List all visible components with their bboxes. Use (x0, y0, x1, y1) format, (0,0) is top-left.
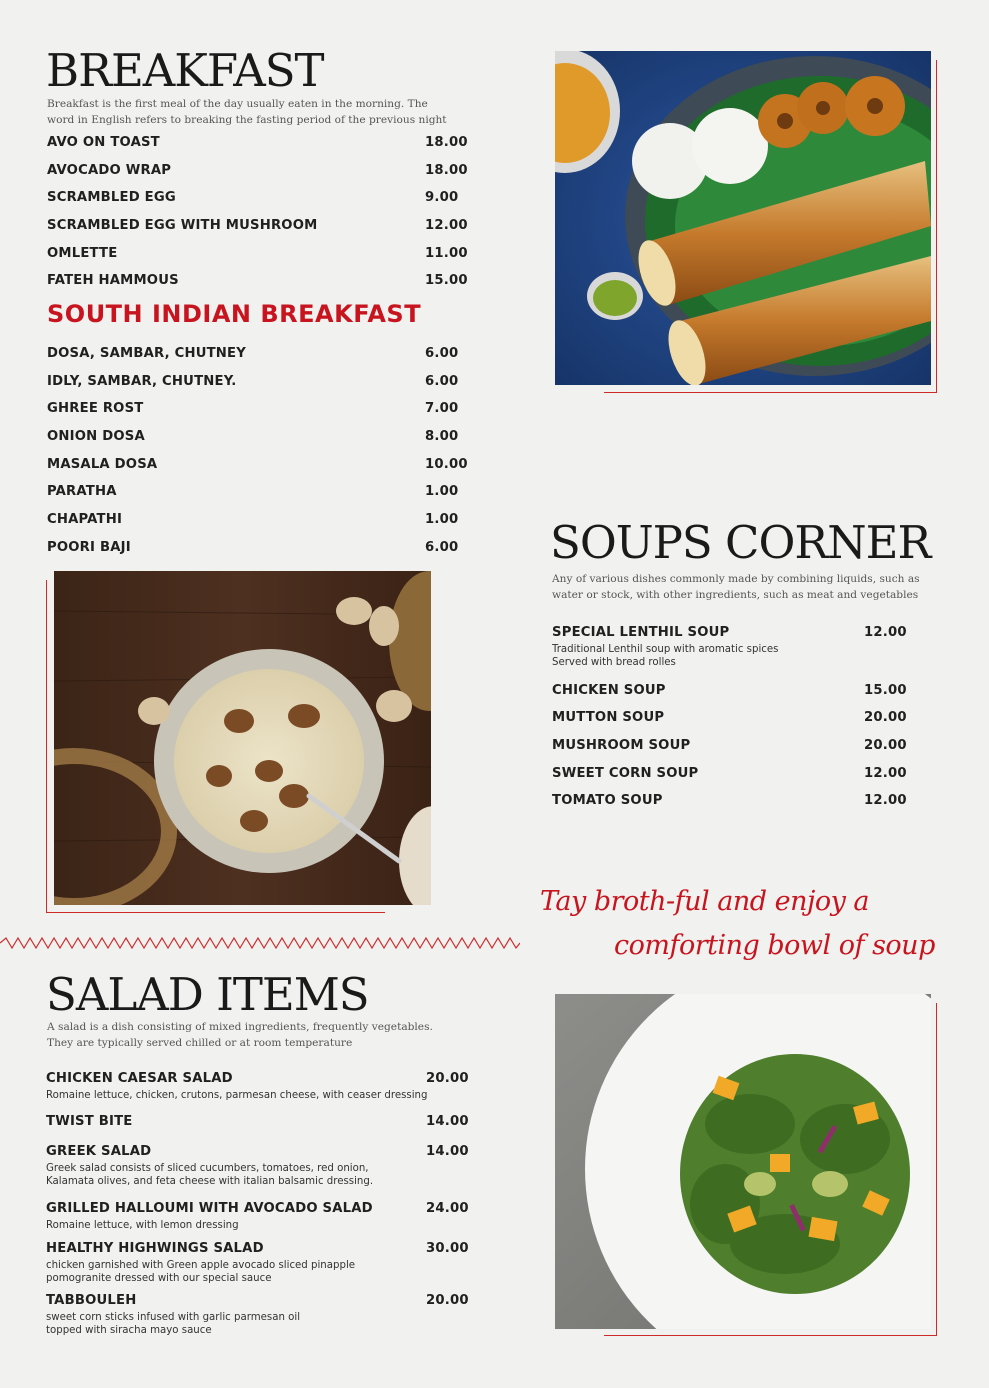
item-price: 14.00 (426, 1114, 469, 1129)
breakfast-title: BREAKFAST (46, 44, 324, 97)
item-price: 12.00 (864, 766, 907, 781)
item-description: sweet corn sticks infused with garlic parmesan oil (46, 1312, 301, 1323)
item-price: 8.00 (425, 429, 459, 444)
item-name: MUSHROOM SOUP (552, 738, 691, 753)
item-name: GHREE ROST (47, 401, 144, 416)
item-name: PARATHA (47, 484, 117, 499)
item-description: pomogranite dressed with our special sauce (46, 1273, 272, 1284)
south-indian-title: SOUTH INDIAN BREAKFAST (47, 300, 422, 328)
item-description: Traditional Lenthil soup with aromatic spices (552, 644, 779, 655)
item-name: CHICKEN CAESAR SALAD (46, 1071, 233, 1086)
item-description: Romaine lettuce, with lemon dressing (46, 1220, 239, 1231)
item-price: 20.00 (426, 1293, 469, 1308)
soup-tagline-line2: comforting bowl of soup (614, 930, 935, 961)
item-name: MUTTON SOUP (552, 710, 665, 725)
item-name: TABBOULEH (46, 1293, 137, 1308)
mushroom-soup-photo (54, 571, 431, 905)
item-price: 6.00 (425, 346, 459, 361)
item-price: 15.00 (425, 273, 468, 288)
item-name: AVOCADO WRAP (47, 163, 172, 178)
item-name: HEALTHY HIGHWINGS SALAD (46, 1241, 264, 1256)
item-name: SCRAMBLED EGG WITH MUSHROOM (47, 218, 318, 233)
dosa-photo (555, 51, 931, 385)
item-name: TOMATO SOUP (552, 793, 663, 808)
soups-description: Any of various dishes commonly made by combining liquids, such as water or stock, with other ingredients, such as meat and vegetables (552, 573, 920, 601)
item-description: Greek salad consists of sliced cucumbers, tomatoes, red onion, (46, 1163, 369, 1174)
item-price: 6.00 (425, 540, 459, 555)
item-price: 7.00 (425, 401, 459, 416)
item-name: ONION DOSA (47, 429, 145, 444)
item-name: SCRAMBLED EGG (47, 190, 176, 205)
item-description: Romaine lettuce, chicken, crutons, parmesan cheese, with ceaser dressing (46, 1090, 428, 1101)
item-description: chicken garnished with Green apple avocado sliced pinapple (46, 1260, 356, 1271)
mushroom-soup-illustration (54, 571, 431, 905)
item-name: SPECIAL LENTHIL SOUP (552, 625, 730, 640)
item-price: 18.00 (425, 163, 468, 178)
item-price: 6.00 (425, 374, 459, 389)
item-price: 14.00 (426, 1144, 469, 1159)
item-price: 20.00 (426, 1071, 469, 1086)
soup-tagline-line1: Tay broth-ful and enjoy a (540, 886, 870, 917)
item-price: 9.00 (425, 190, 459, 205)
item-name: CHICKEN SOUP (552, 683, 666, 698)
item-price: 11.00 (425, 246, 468, 261)
item-name: GREEK SALAD (46, 1144, 152, 1159)
item-price: 12.00 (864, 625, 907, 640)
item-price: 20.00 (864, 738, 907, 753)
item-name: GRILLED HALLOUMI WITH AVOCADO SALAD (46, 1201, 373, 1216)
item-price: 12.00 (425, 218, 468, 233)
item-name: CHAPATHI (47, 512, 123, 527)
breakfast-description: Breakfast is the first meal of the day usually eaten in the morning. The word in English refers to breaking the fasting period of the previous night (47, 98, 447, 126)
item-name: DOSA, SAMBAR, CHUTNEY (47, 346, 247, 361)
item-price: 18.00 (425, 135, 468, 150)
item-price: 15.00 (864, 683, 907, 698)
item-price: 10.00 (425, 457, 468, 472)
salad-description: A salad is a dish consisting of mixed ingredients, frequently vegetables. They are typically served chilled or at room temperature (47, 1021, 433, 1049)
item-price: 20.00 (864, 710, 907, 725)
item-description: topped with siracha mayo sauce (46, 1325, 212, 1336)
item-name: AVO ON TOAST (47, 135, 160, 150)
salad-title: SALAD ITEMS (46, 968, 369, 1021)
item-name: IDLY, SAMBAR, CHUTNEY. (47, 374, 237, 389)
item-price: 30.00 (426, 1241, 469, 1256)
salad-photo (555, 994, 931, 1329)
item-description: Kalamata olives, and feta cheese with italian balsamic dressing. (46, 1176, 374, 1187)
item-price: 24.00 (426, 1201, 469, 1216)
item-name: POORI BAJI (47, 540, 131, 555)
soups-title: SOUPS CORNER (550, 516, 931, 569)
item-price: 12.00 (864, 793, 907, 808)
item-description: Served with bread rolles (552, 657, 676, 668)
item-name: OMLETTE (47, 246, 118, 261)
item-price: 1.00 (425, 484, 459, 499)
item-name: MASALA DOSA (47, 457, 158, 472)
item-name: FATEH HAMMOUS (47, 273, 179, 288)
zigzag-divider (0, 936, 520, 950)
item-name: TWIST BITE (46, 1114, 133, 1129)
item-price: 1.00 (425, 512, 459, 527)
item-name: SWEET CORN SOUP (552, 766, 699, 781)
salad-illustration (555, 994, 931, 1329)
dosa-illustration (555, 51, 931, 385)
